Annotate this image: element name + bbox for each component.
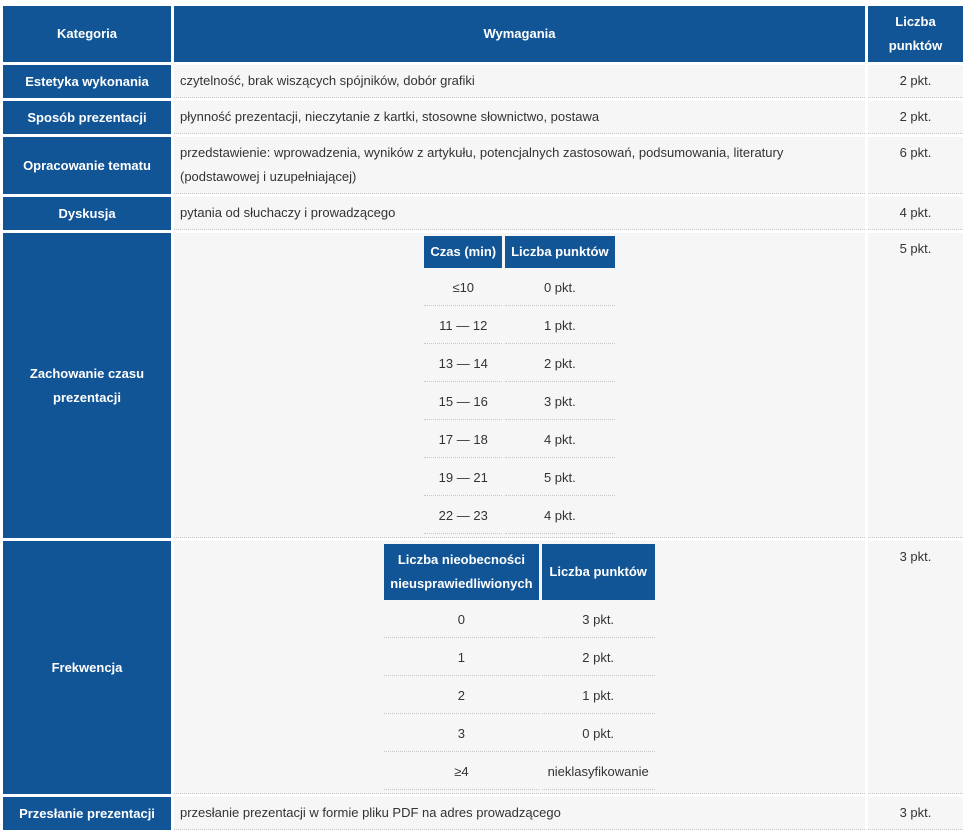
subtable-cell: 0 pkt.	[542, 717, 655, 752]
subtable-row	[424, 461, 614, 496]
subtable-cell: 3	[384, 717, 538, 752]
row-points: 3 pkt.	[868, 541, 963, 794]
row-requirements: pytania od słuchaczy i prowadzącego	[174, 197, 865, 230]
subtable-cell: 4 pkt.	[505, 423, 615, 458]
subtable-cell: 17 — 18	[424, 423, 502, 458]
time-subtable	[421, 233, 617, 537]
subtable-row	[424, 385, 614, 420]
subtable-cell: 19 — 21	[424, 461, 502, 496]
table-row	[3, 233, 963, 538]
row-points: 6 pkt.	[868, 137, 963, 194]
subtable-cell: 22 — 23	[424, 499, 502, 534]
row-points: 4 pkt.	[868, 197, 963, 230]
row-points: 3 pkt.	[868, 797, 963, 830]
subtable-row	[424, 309, 614, 344]
row-points: 5 pkt.	[868, 233, 963, 538]
header-requirements: Wymagania	[174, 6, 865, 62]
row-requirements: przesłanie prezentacji w formie pliku PDF na adres prowadzącego	[174, 797, 865, 830]
row-requirements: czytelność, brak wiszących spójników, dobór grafiki	[174, 65, 865, 98]
subtable-cell: 1 pkt.	[542, 679, 655, 714]
table-row	[3, 137, 963, 194]
header-row	[3, 6, 963, 62]
subtable-cell: 3 pkt.	[542, 603, 655, 638]
subtable-cell: 1 pkt.	[505, 309, 615, 344]
subtable-header-row	[384, 544, 654, 600]
subtable-cell: 3 pkt.	[505, 385, 615, 420]
row-requirements: płynność prezentacji, nieczytanie z kartki, stosowne słownictwo, postawa	[174, 101, 865, 134]
row-category: Przesłanie prezentacji	[3, 797, 171, 830]
subtable-row	[384, 641, 654, 676]
subtable-cell: 2 pkt.	[505, 347, 615, 382]
subtable-cell: ≤10	[424, 271, 502, 306]
table-row	[3, 197, 963, 230]
subtable-cell: 1	[384, 641, 538, 676]
row-category: Frekwencja	[3, 541, 171, 794]
header-points: Liczba punktów	[868, 6, 963, 62]
row-requirements: przedstawienie: wprowadzenia, wyników z artykułu, potencjalnych zastosowań, podsumowania, literatury (podstawowej i uzupełniającej)	[174, 137, 865, 194]
subtable-cell: 13 — 14	[424, 347, 502, 382]
subtable-cell: 2	[384, 679, 538, 714]
grading-table	[0, 3, 966, 833]
subtable-cell: 2 pkt.	[542, 641, 655, 676]
subtable-cell: 4 pkt.	[505, 499, 615, 534]
row-requirements	[174, 541, 865, 794]
subtable-cell: 0 pkt.	[505, 271, 615, 306]
subtable-cell: ≥4	[384, 755, 538, 790]
subtable-row	[384, 755, 654, 790]
row-category: Opracowanie tematu	[3, 137, 171, 194]
subtable-cell: 15 — 16	[424, 385, 502, 420]
subtable-cell: 11 — 12	[424, 309, 502, 344]
header-category: Kategoria	[3, 6, 171, 62]
row-points: 2 pkt.	[868, 65, 963, 98]
subtable-header-absences: Liczba nieobecności nieusprawiedliwionych	[384, 544, 538, 600]
table-row	[3, 101, 963, 134]
subtable-header-points: Liczba punktów	[542, 544, 655, 600]
subtable-row	[384, 679, 654, 714]
subtable-cell: nieklasyfikowanie	[542, 755, 655, 790]
row-category: Sposób prezentacji	[3, 101, 171, 134]
subtable-row	[424, 423, 614, 458]
attendance-subtable	[381, 541, 657, 793]
row-category: Dyskusja	[3, 197, 171, 230]
subtable-cell: 5 pkt.	[505, 461, 615, 496]
row-category: Zachowanie czasu prezentacji	[3, 233, 171, 538]
subtable-header-points: Liczba punktów	[505, 236, 615, 268]
subtable-row	[384, 603, 654, 638]
subtable-header-time: Czas (min)	[424, 236, 502, 268]
table-row	[3, 65, 963, 98]
row-requirements	[174, 233, 865, 538]
row-points: 2 pkt.	[868, 101, 963, 134]
subtable-row	[384, 717, 654, 752]
row-category: Estetyka wykonania	[3, 65, 171, 98]
table-row	[3, 541, 963, 794]
subtable-row	[424, 499, 614, 534]
subtable-row	[424, 347, 614, 382]
table-row	[3, 797, 963, 830]
subtable-header-row	[424, 236, 614, 268]
subtable-row	[424, 271, 614, 306]
subtable-cell: 0	[384, 603, 538, 638]
